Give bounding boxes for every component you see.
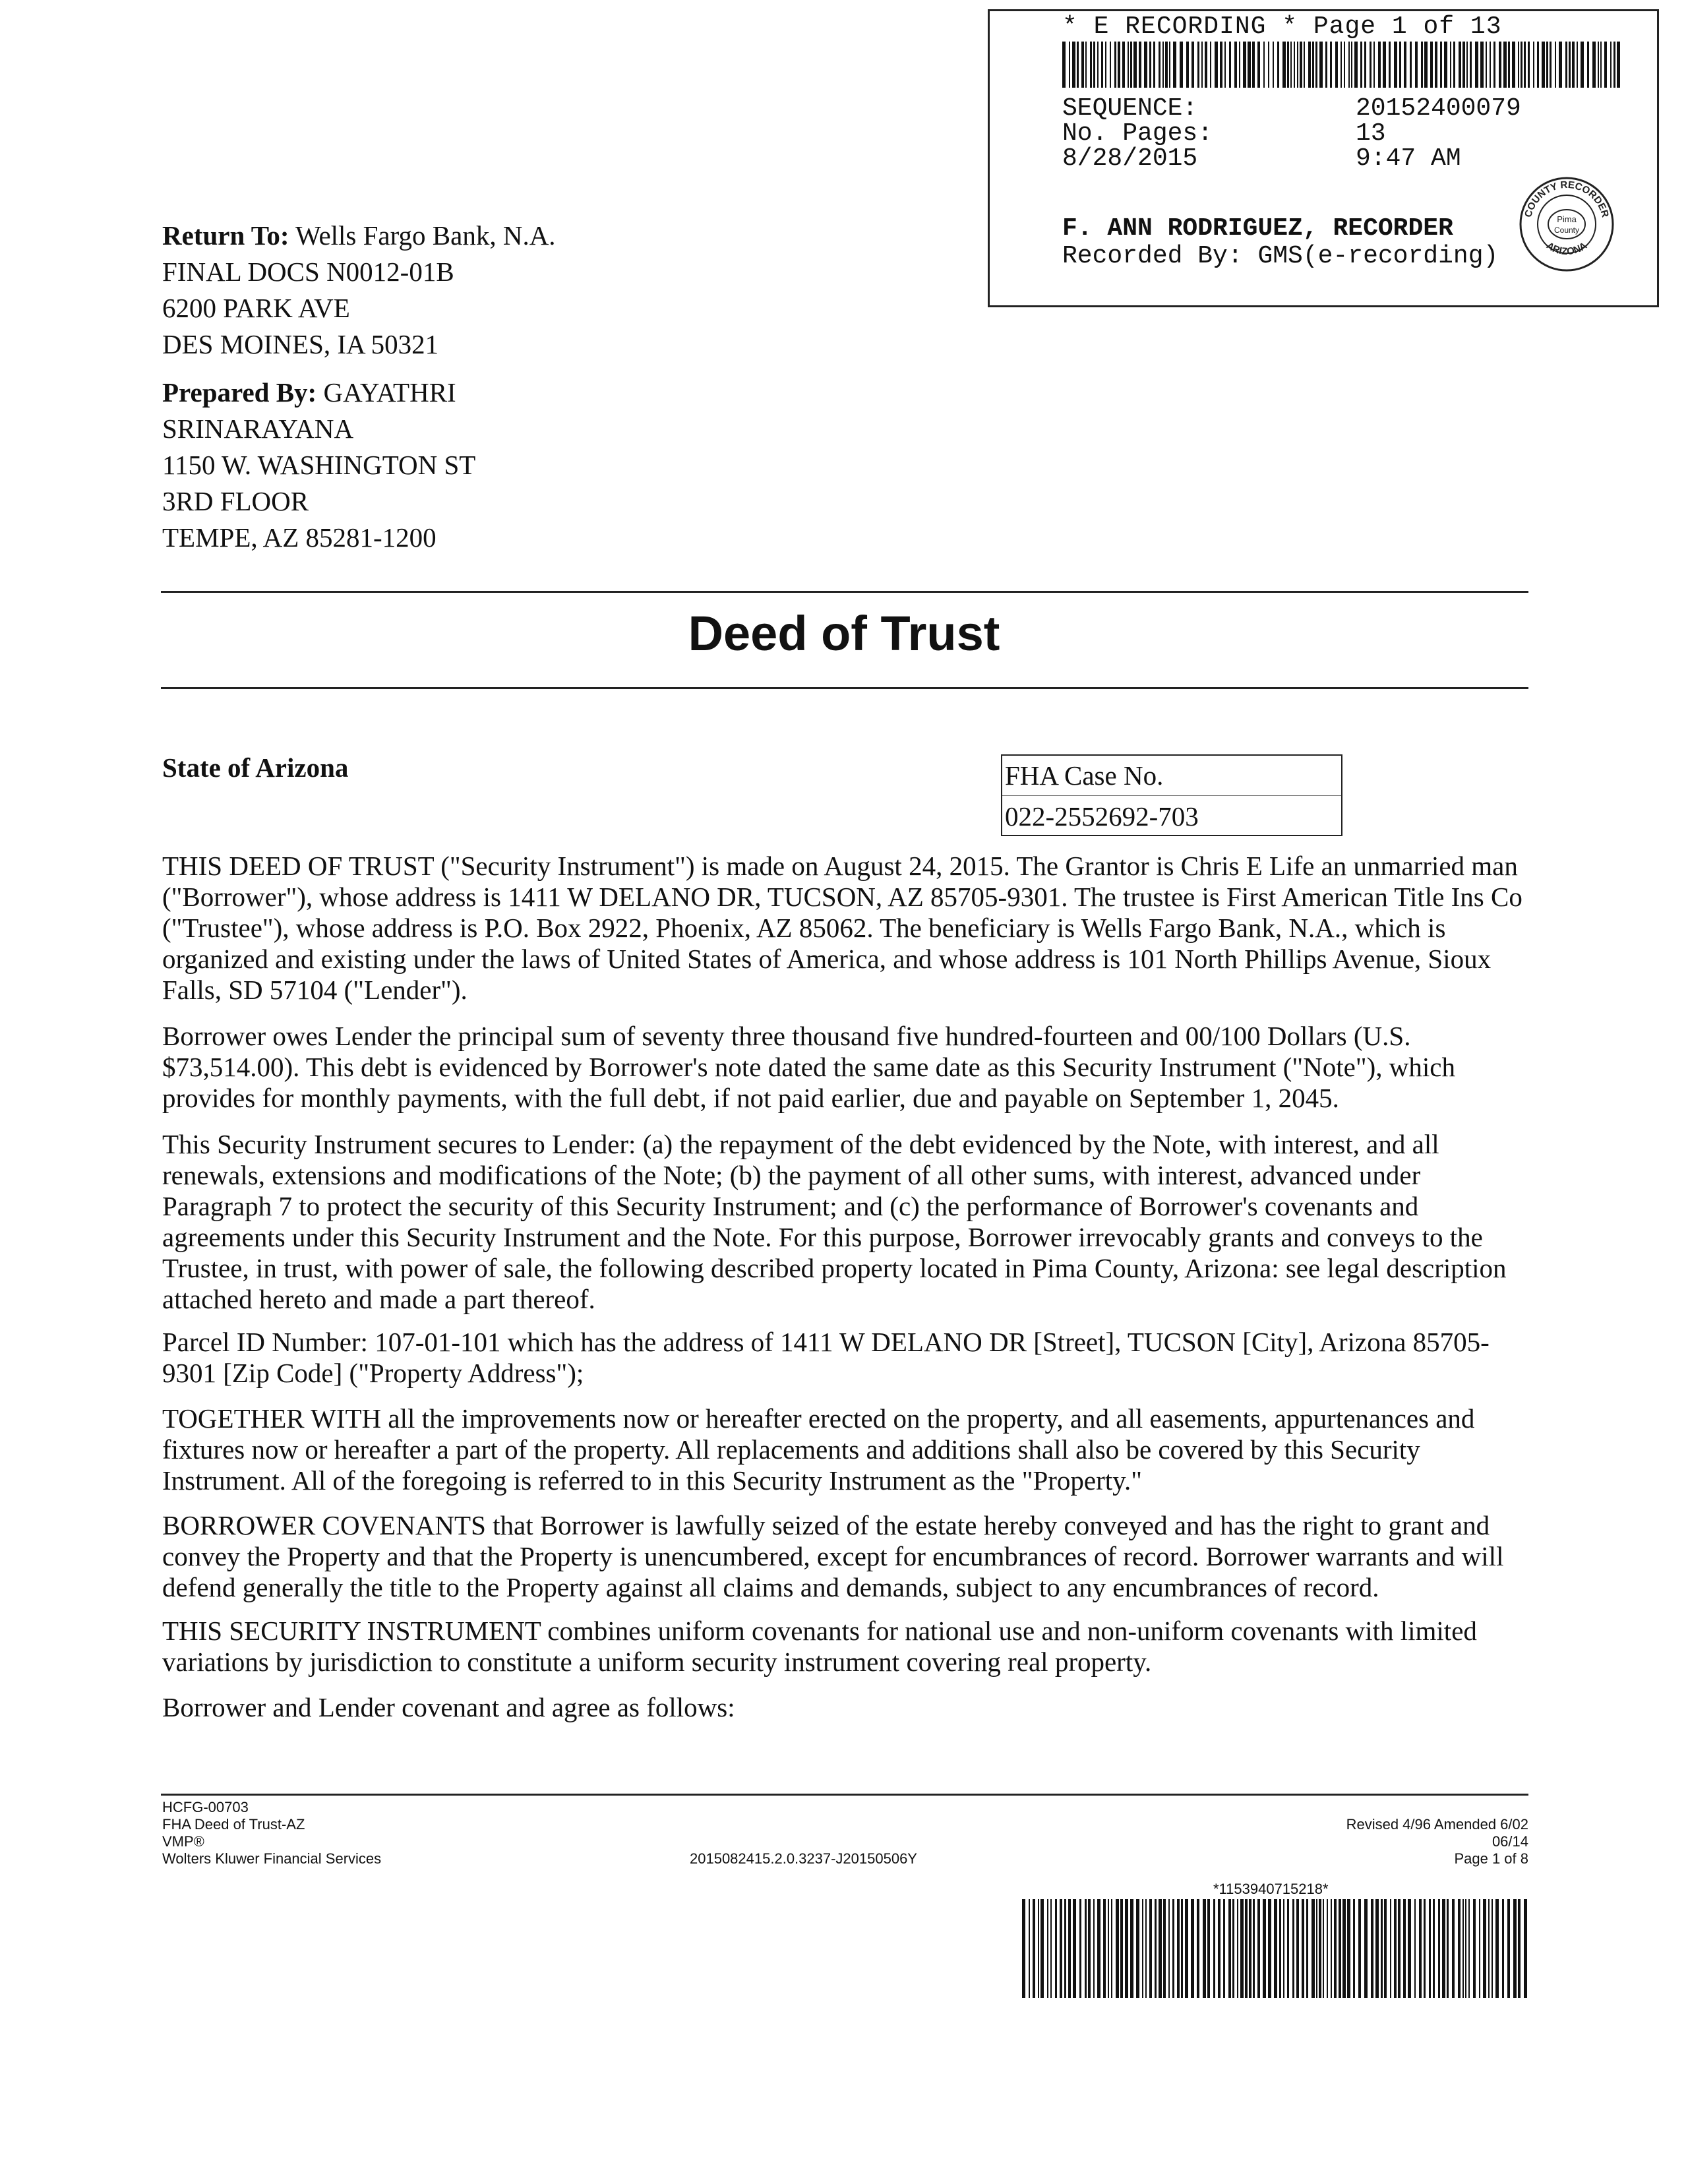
barcode-bar xyxy=(1410,42,1412,88)
barcode-bar xyxy=(1475,42,1478,88)
fha-case-label: FHA Case No. xyxy=(1005,760,1164,791)
barcode-bar xyxy=(1263,42,1265,88)
barcode-bar xyxy=(1249,1899,1251,1998)
barcode-bar xyxy=(1060,1899,1062,1998)
barcode-bar xyxy=(1111,1899,1112,1998)
barcode-bar xyxy=(1354,42,1358,88)
barcode-bar xyxy=(1315,42,1317,88)
barcode-bar xyxy=(1399,42,1401,88)
barcode-bar xyxy=(1435,42,1437,88)
barcode-bar xyxy=(1257,42,1260,88)
barcode-bar xyxy=(1240,1899,1244,1998)
barcode-bar xyxy=(1274,1899,1277,1998)
barcode-bar xyxy=(1518,1899,1521,1998)
barcode-bar xyxy=(1444,42,1447,88)
footer-vmp: VMP® xyxy=(162,1833,204,1850)
barcode-bar xyxy=(1133,42,1137,88)
barcode-bar xyxy=(1165,42,1168,88)
barcode-bar xyxy=(1524,42,1526,88)
barcode-bar xyxy=(1524,1899,1527,1998)
barcode-bar xyxy=(1101,42,1103,88)
barcode-bar xyxy=(1040,1899,1044,1998)
barcode-bar xyxy=(1370,42,1372,88)
barcode-bar xyxy=(1205,42,1207,88)
barcode-bar xyxy=(1085,42,1087,88)
recording-time: 9:47 AM xyxy=(1356,144,1461,173)
seal-center-2: County xyxy=(1553,226,1580,235)
barcode-bar xyxy=(1177,1899,1180,1998)
barcode-bar xyxy=(1290,42,1292,88)
barcode-bar xyxy=(1550,42,1552,88)
barcode-bar xyxy=(1062,42,1066,88)
barcode-bar xyxy=(1569,42,1571,88)
barcode-bar xyxy=(1452,1899,1455,1998)
footer-version: 06/14 xyxy=(1492,1833,1528,1850)
barcode-bar xyxy=(1533,42,1534,88)
barcode-bar xyxy=(1197,42,1199,88)
barcode-bar xyxy=(1139,42,1141,88)
barcode-bar xyxy=(1079,1899,1081,1998)
barcode-bar xyxy=(1479,1899,1480,1998)
barcode-bar xyxy=(1181,1899,1183,1998)
barcode-bar xyxy=(1022,1899,1025,1998)
barcode-bar xyxy=(1331,1899,1332,1998)
paragraph-security: This Security Instrument secures to Lender: (a) the repayment of the debt evidenced by the Note, with interest, and all renewals, extensions and modifications of the Note; (b) the payment of all other sums, with interest, advanced under Paragraph 7 to protect the security of this Security Instrument; and (c) the performance of Borrower's covenants and agreements under this Security Instrument and the Note. For this purpose, Borrower irrevocably grants and conveys to the Trustee, in trust, with power of sale, the following described property located in Pima County, Arizona: see legal description attached hereto and made a part thereof. xyxy=(162,1129,1507,1314)
svg-text:COUNTY RECORDER xyxy=(1522,179,1611,219)
fha-case-number: 022-2552692-703 xyxy=(1005,801,1199,832)
barcode-bar xyxy=(1197,1899,1199,1998)
barcode-bar xyxy=(1600,42,1602,88)
barcode-bar xyxy=(1207,1899,1210,1998)
fha-case-box xyxy=(1001,754,1342,836)
barcode-bar xyxy=(1470,42,1472,88)
barcode-bar xyxy=(1433,1899,1435,1998)
barcode-bar xyxy=(1090,42,1092,88)
return-to-line4: DES MOINES, IA 50321 xyxy=(162,329,439,359)
barcode-bar xyxy=(1203,1899,1206,1998)
barcode-bar xyxy=(1191,1899,1194,1998)
barcode-bar xyxy=(1268,42,1269,88)
barcode-bar xyxy=(1149,1899,1152,1998)
barcode-bar xyxy=(1347,1899,1350,1998)
pages-value: 13 xyxy=(1356,119,1386,148)
barcode-bar xyxy=(1490,42,1491,88)
footer-doc-id: 2015082415.2.0.3237-J20150506Y xyxy=(690,1850,917,1867)
paragraph-borrower-covenants: BORROWER COVENANTS that Borrower is lawfully seized of the estate hereby conveyed and has the right to grant and convey the Property and that the Property is unencumbered, except for encumbrances of record. Borrower warrants and will defend generally the title to the Property against all claims and demands, subject to any encumbrances of record. xyxy=(162,1510,1504,1602)
barcode-bar xyxy=(1088,1899,1091,1998)
barcode-bar xyxy=(1613,42,1615,88)
barcode-bar xyxy=(1486,42,1487,88)
barcode-bar xyxy=(1430,42,1433,88)
barcode-bar xyxy=(1453,42,1455,88)
paragraph-uniform-covenants: THIS SECURITY INSTRUMENT combines uniform covenants for national use and non-uniform covenants with limited variations by jurisdiction to constitute a uniform security instrument covering real property. xyxy=(162,1616,1477,1677)
barcode-bar xyxy=(1245,1899,1248,1998)
barcode-bar xyxy=(1038,1899,1039,1998)
prepared-by-label: Prepared By: xyxy=(162,377,317,408)
barcode-bar xyxy=(1302,1899,1304,1998)
barcode-bar xyxy=(1210,42,1211,88)
barcode-bar xyxy=(1220,42,1222,88)
barcode-bar xyxy=(1180,42,1183,88)
barcode-bar xyxy=(1473,1899,1476,1998)
barcode-bar xyxy=(1375,1899,1379,1998)
prepared-by-line4: 3RD FLOOR xyxy=(162,486,309,516)
barcode-bar xyxy=(1110,42,1111,88)
barcode-bar xyxy=(1268,1899,1271,1998)
barcode-bar xyxy=(1213,1899,1215,1998)
seal-top-text: COUNTY RECORDER xyxy=(1522,179,1611,219)
barcode-bar xyxy=(1559,42,1562,88)
barcode-bar xyxy=(1168,1899,1170,1998)
barcode-bar xyxy=(1371,1899,1373,1998)
paragraph-parcel: Parcel ID Number: 107-01-101 which has the address of 1411 W DELANO DR [Street], TUCSON [City], Arizona 85705-9301 [Zip Code] ("Property Address"); xyxy=(162,1327,1490,1388)
barcode-bar xyxy=(1033,1899,1035,1998)
return-to-label: Return To: xyxy=(162,220,289,251)
barcode-bar xyxy=(1507,1899,1510,1998)
barcode-bar xyxy=(1093,42,1095,88)
barcode-bar xyxy=(1306,1899,1308,1998)
barcode-bar xyxy=(1421,42,1423,88)
paragraph-parties: THIS DEED OF TRUST ("Security Instrument") is made on August 24, 2015. The Grantor is Chris E Life an unmarried man ("Borrower"), whose address is 1411 W DELANO DR, TUCSON, AZ 85705-9301. The trustee is First American Title Ins Co ("Trustee"), whose address is P.O. Box 2922, Phoenix, AZ 85062. The beneficiary is Wells Fargo Bank, N.A., which is organized and existing under the laws of United States of America, and whose address is 101 North Phillips Avenue, Sioux Falls, SD 57104 ("Lender"). xyxy=(162,851,1522,1005)
barcode-bar xyxy=(1243,42,1246,88)
barcode-bar xyxy=(1415,42,1418,88)
barcode-bar xyxy=(1339,1899,1341,1998)
barcode-bar xyxy=(1480,42,1484,88)
barcode-bar xyxy=(1263,1899,1266,1998)
barcode-bar xyxy=(1493,42,1495,88)
barcode-bar xyxy=(1108,1899,1109,1998)
barcode-bar xyxy=(1283,1899,1284,1998)
barcode-bar xyxy=(1282,42,1286,88)
barcode-bar xyxy=(1292,1899,1294,1998)
barcode-bar xyxy=(1311,1899,1315,1998)
barcode-bar xyxy=(1325,42,1327,88)
barcode-bar xyxy=(1319,1899,1321,1998)
barcode-bar xyxy=(1438,1899,1440,1998)
barcode-bar xyxy=(1512,42,1515,88)
barcode-bar xyxy=(1085,1899,1087,1998)
barcode-bar xyxy=(1381,1899,1383,1998)
barcode-bar xyxy=(1360,42,1362,88)
barcode-bar xyxy=(1378,42,1381,88)
barcode-bar xyxy=(1542,42,1545,88)
barcode-bar xyxy=(1201,42,1203,88)
barcode-bar xyxy=(1145,1899,1147,1998)
paragraph-agree: Borrower and Lender covenant and agree as follows: xyxy=(162,1692,735,1722)
barcode-bar xyxy=(1390,1899,1391,1998)
barcode-bar xyxy=(1483,1899,1486,1998)
barcode-bar xyxy=(1279,1899,1281,1998)
barcode-bar xyxy=(1499,42,1501,88)
barcode-bar xyxy=(1253,1899,1255,1998)
barcode-bar xyxy=(1465,1899,1466,1998)
footer-publisher: Wolters Kluwer Financial Services xyxy=(162,1850,382,1867)
barcode-bar xyxy=(1495,1899,1499,1998)
barcode-bar xyxy=(1155,1899,1157,1998)
svg-text:ARIZONA xyxy=(1544,240,1589,257)
recorded-by: Recorded By: GMS(e-recording) xyxy=(1062,242,1499,270)
footer-form-code: HCFG-00703 xyxy=(162,1799,249,1815)
barcode-bar xyxy=(1287,42,1289,88)
barcode-bar xyxy=(1128,42,1129,88)
barcode-bar xyxy=(1459,42,1461,88)
barcode-bar xyxy=(1492,1899,1493,1998)
barcode-bar xyxy=(1047,1899,1048,1998)
barcode-bar xyxy=(1458,1899,1461,1998)
barcode-bar xyxy=(1228,1899,1231,1998)
barcode-bar xyxy=(1069,42,1070,88)
barcode-bar xyxy=(1383,42,1386,88)
footer-right xyxy=(1346,1816,1528,1867)
recording-header: * E RECORDING * Page 1 of 13 xyxy=(1062,13,1502,41)
barcode-bar xyxy=(1555,42,1556,88)
barcode-bar xyxy=(1546,42,1548,88)
barcode-bar xyxy=(1120,1899,1123,1998)
barcode-bar xyxy=(1502,1899,1504,1998)
prepared-by-name2: SRINARAYANA xyxy=(162,413,354,444)
barcode-bar xyxy=(1334,1899,1337,1998)
barcode-bar xyxy=(1572,42,1575,88)
barcode-bar xyxy=(1142,1899,1143,1998)
barcode-bar xyxy=(1149,42,1151,88)
barcode-bar xyxy=(1136,1899,1139,1998)
barcode-bar xyxy=(1118,42,1120,88)
barcode-bar xyxy=(1277,42,1279,88)
barcode-bar xyxy=(1518,42,1519,88)
barcode-bar xyxy=(1440,42,1442,88)
barcode-bar xyxy=(1297,42,1298,88)
barcode-bar xyxy=(1319,42,1323,88)
barcode-bar xyxy=(1466,42,1468,88)
barcode-bar xyxy=(1521,42,1522,88)
barcode-bar xyxy=(1327,1899,1328,1998)
barcode-bar xyxy=(1163,1899,1166,1998)
barcode-bar xyxy=(1215,42,1218,88)
barcode-bar xyxy=(1130,1899,1133,1998)
barcode-bar xyxy=(1257,1899,1260,1998)
barcode-bar xyxy=(1404,42,1406,88)
barcode-bar xyxy=(1462,42,1465,88)
barcode-bar xyxy=(1447,1899,1449,1998)
barcode-bar xyxy=(1248,42,1251,88)
recording-date: 8/28/2015 xyxy=(1062,144,1198,173)
return-to-block xyxy=(162,218,556,363)
title-rule-bottom xyxy=(161,687,1528,689)
barcode-bar xyxy=(1191,42,1194,88)
barcode-bar xyxy=(1081,42,1084,88)
barcode-bar xyxy=(1513,1899,1517,1998)
barcode-bar xyxy=(1029,1899,1030,1998)
barcode-bar xyxy=(1610,42,1612,88)
barcode-bar xyxy=(1125,1899,1128,1998)
footer-left xyxy=(162,1799,381,1867)
paragraph-together-with: TOGETHER WITH all the improvements now or hereafter erected on the property, and all easements, appurtenances and fixtures now or hereafter a part of the property. All replacements and additions shall also be covered by this Security Instrument. All of the foregoing is referred to in this Security Instrument as the "Property." xyxy=(162,1403,1475,1496)
barcode-bar xyxy=(1064,1899,1066,1998)
barcode-bar xyxy=(1468,1899,1470,1998)
barcode-bar xyxy=(1408,1899,1411,1998)
barcode-bar xyxy=(1503,42,1507,88)
seal-bottom-text: ARIZONA xyxy=(1544,240,1589,258)
barcode-bar xyxy=(1617,42,1620,88)
barcode-bar xyxy=(1114,42,1116,88)
barcode-bar xyxy=(1229,42,1231,88)
return-to-line2: FINAL DOCS N0012-01B xyxy=(162,257,454,287)
barcode-bar xyxy=(1159,42,1160,88)
footer-rule xyxy=(161,1794,1528,1796)
barcode-bar xyxy=(1218,1899,1221,1998)
barcode-bar xyxy=(1097,1899,1100,1998)
barcode-bar xyxy=(1234,42,1237,88)
barcode-bar xyxy=(1348,42,1350,88)
footer-revised: Revised 4/96 Amended 6/02 xyxy=(1346,1816,1528,1833)
barcode-bar xyxy=(1342,1899,1346,1998)
barcode-bar xyxy=(1358,1899,1361,1998)
barcode-bar xyxy=(1394,1899,1397,1998)
barcode-bar xyxy=(1394,42,1397,88)
barcode-bar xyxy=(1592,42,1596,88)
recording-barcode xyxy=(1062,42,1623,88)
return-to-line3: 6200 PARK AVE xyxy=(162,293,350,323)
barcode-bar xyxy=(1296,1899,1299,1998)
recorder-name: F. ANN RODRIGUEZ, RECORDER xyxy=(1062,214,1453,243)
barcode-bar xyxy=(1389,42,1391,88)
barcode-bar xyxy=(1581,42,1584,88)
title-rule-top xyxy=(161,591,1528,593)
footer-page: Page 1 of 8 xyxy=(1454,1850,1528,1867)
barcode-bar xyxy=(1587,42,1589,88)
barcode-bar xyxy=(1162,42,1164,88)
barcode-bar xyxy=(1351,42,1352,88)
barcode-bar xyxy=(1050,1899,1052,1998)
barcode-bar xyxy=(1604,42,1607,88)
pages-label: No. Pages: xyxy=(1062,119,1213,148)
barcode-bar xyxy=(1223,1899,1225,1998)
barcode-bar xyxy=(1353,1899,1355,1998)
barcode-bar xyxy=(1173,42,1176,88)
barcode-bar xyxy=(1528,42,1530,88)
barcode-bar xyxy=(1442,1899,1445,1998)
document-title: Deed of Trust xyxy=(688,606,1000,661)
barcode-bar xyxy=(1153,42,1155,88)
barcode-bar xyxy=(1105,42,1106,88)
county-seal-icon xyxy=(1517,175,1616,274)
barcode-bar xyxy=(1300,42,1302,88)
barcode-bar xyxy=(1239,42,1240,88)
barcode-bar xyxy=(1232,1899,1234,1998)
prepared-by-line5: TEMPE, AZ 85281-1200 xyxy=(162,522,437,553)
barcode-bar xyxy=(1424,1899,1426,1998)
barcode-bar xyxy=(1185,1899,1188,1998)
sequence-label: SEQUENCE: xyxy=(1062,94,1198,123)
barcode-bar xyxy=(1565,42,1567,88)
barcode-bar xyxy=(1077,42,1079,88)
barcode-bar xyxy=(1488,1899,1490,1998)
barcode-bar xyxy=(1508,42,1510,88)
barcode-bar xyxy=(1429,1899,1431,1998)
document-barcode xyxy=(1022,1899,1528,1998)
barcode-bar xyxy=(1384,1899,1387,1998)
recording-stamp xyxy=(988,9,1659,307)
barcode-bar xyxy=(1312,42,1314,88)
barcode-bar xyxy=(1252,42,1255,88)
footer-form-name: FHA Deed of Trust-AZ xyxy=(162,1816,305,1833)
barcode-bar xyxy=(1093,1899,1095,1998)
sequence-value: 20152400079 xyxy=(1356,94,1521,123)
return-to-name: Wells Fargo Bank, N.A. xyxy=(295,220,556,251)
barcode-bar xyxy=(1419,1899,1422,1998)
barcode-bar xyxy=(1287,1899,1289,1998)
barcode-bar xyxy=(1330,42,1332,88)
barcode-bar xyxy=(1403,1899,1406,1998)
barcode-bar xyxy=(1424,42,1428,88)
paragraph-principal: Borrower owes Lender the principal sum of seventy three thousand five hundred-fourteen and 00/100 Dollars (U.S. $73,514.00). This debt is evidenced by Borrower's note dated the same date as this Security Instrument ("Note"), which provides for monthly payments, with the full debt, if not paid earlier, due and payable on September 1, 2045. xyxy=(162,1021,1455,1113)
seal-center-1: Pima xyxy=(1557,214,1577,224)
barcode-bar xyxy=(1577,42,1578,88)
barcode-bar xyxy=(1308,42,1311,88)
state-label: State of Arizona xyxy=(162,752,349,783)
barcode-bar xyxy=(1130,42,1132,88)
barcode-bar xyxy=(1598,42,1599,88)
prepared-by-name1: GAYATHRI xyxy=(323,377,456,408)
barcode-bar xyxy=(1237,1899,1238,1998)
barcode-bar xyxy=(1186,42,1189,88)
fha-separator xyxy=(1002,795,1341,796)
barcode-bar xyxy=(1414,1899,1416,1998)
barcode-bar xyxy=(1144,42,1147,88)
barcode-bar xyxy=(1294,42,1295,88)
barcode-bar xyxy=(1335,42,1338,88)
barcode-bar xyxy=(1224,42,1226,88)
barcode-bar xyxy=(1344,42,1345,88)
barcode-bar xyxy=(1323,1899,1324,1998)
barcode-bar xyxy=(1159,1899,1162,1998)
barcode-bar xyxy=(1537,42,1539,88)
barcode-bar xyxy=(1172,1899,1174,1998)
barcode-bar xyxy=(1103,1899,1106,1998)
prepared-by-line3: 1150 W. WASHINGTON ST xyxy=(162,450,476,480)
barcode-bar xyxy=(1169,42,1170,88)
barcode-bar xyxy=(1398,1899,1401,1998)
prepared-by-block xyxy=(162,375,475,556)
barcode-bar xyxy=(1072,42,1075,88)
barcode-bar xyxy=(1462,1899,1464,1998)
barcode-bar xyxy=(1273,42,1274,88)
barcode-bar xyxy=(1364,1899,1368,1998)
barcode-bar xyxy=(1097,42,1099,88)
barcode-bar xyxy=(1316,1899,1317,1998)
barcode-bar xyxy=(1122,42,1125,88)
barcode-number: *1153940715218* xyxy=(1213,1881,1329,1897)
barcode-bar xyxy=(1068,1899,1071,1998)
barcode-bar xyxy=(1450,42,1451,88)
barcode-bar xyxy=(1055,1899,1057,1998)
barcode-bar xyxy=(1341,42,1342,88)
barcode-bar xyxy=(1073,1899,1076,1998)
barcode-bar xyxy=(1364,42,1366,88)
barcode-bar xyxy=(1373,42,1375,88)
barcode-bar xyxy=(1116,1899,1119,1998)
barcode-bar xyxy=(1304,42,1305,88)
